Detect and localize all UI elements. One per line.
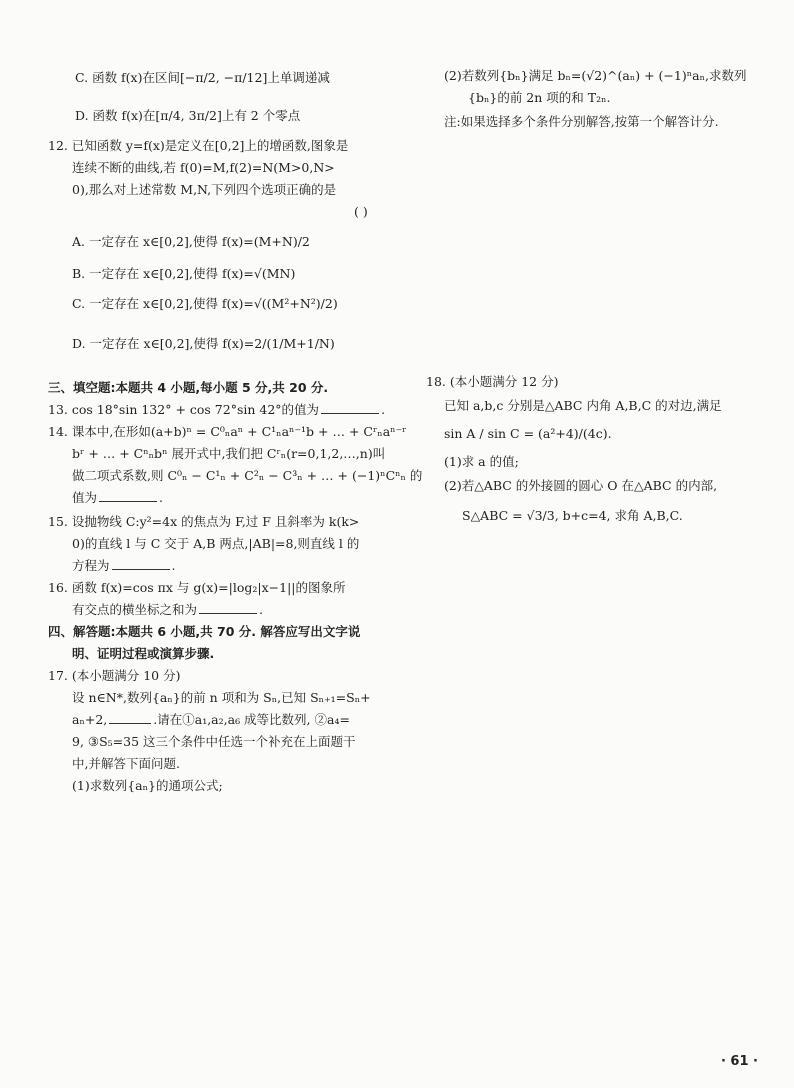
- q13-text: 13. cos 18°sin 132° + cos 72°sin 42°的值为: [48, 402, 320, 417]
- q18-part1: (1)求 a 的值;: [444, 454, 519, 469]
- q12-option-c: C. 一定存在 x∈[0,2],使得 f(x)=√((M²+N²)/2): [72, 296, 338, 311]
- q12-line2: 连续不断的曲线,若 f(0)=M,f(2)=N(M>0,N>: [72, 160, 335, 175]
- q18-line1: 已知 a,b,c 分别是△ABC 内角 A,B,C 的对边,满足: [444, 398, 722, 413]
- q12-line1: 12. 已知函数 y=f(x)是定义在[0,2]上的增函数,图象是: [48, 138, 349, 153]
- section-3-heading: 三、填空题:本题共 4 小题,每小题 5 分,共 20 分.: [48, 380, 329, 395]
- q14-line1: 14. 课本中,在形如(a+b)ⁿ = C⁰ₙaⁿ + C¹ₙaⁿ⁻¹b + … + Cʳₙaⁿ⁻ʳ: [48, 424, 407, 439]
- q15-blank: [112, 557, 170, 570]
- q13-blank: [321, 401, 379, 414]
- q16-text: 有交点的横坐标之和为: [72, 602, 198, 617]
- q15-line1: 15. 设抛物线 C:y²=4x 的焦点为 F,过 F 且斜率为 k(k>: [48, 514, 360, 529]
- q17-line2: [72, 710, 350, 729]
- q14-text: 值为: [72, 490, 98, 505]
- q14-line3: 做二项式系数,则 C⁰ₙ − C¹ₙ + C²ₙ − C³ₙ + … + (−1)ⁿCⁿₙ 的: [72, 468, 423, 483]
- q13: 13. cos 18°sin 132° + cos 72°sin 42°的值为 .: [48, 402, 386, 417]
- section-4-heading-line2: 明、证明过程或演算步骤.: [72, 646, 215, 661]
- section-4-heading-line1: 四、解答题:本题共 6 小题,共 70 分. 解答应写出文字说: [48, 624, 361, 639]
- option-d-prev: D. 函数 f(x)在[π/4, 3π/2]上有 2 个零点: [75, 108, 301, 123]
- q12-option-a: A. 一定存在 x∈[0,2],使得 f(x)=(M+N)/2: [72, 234, 310, 249]
- option-c-prev: C. 函数 f(x)在区间[−π/2, −π/12]上单调递减: [75, 70, 330, 85]
- q16-blank: [199, 601, 257, 614]
- q17-part2-line2: {bₙ}的前 2n 项的和 T₂ₙ.: [468, 90, 611, 105]
- page-number: · 61 ·: [720, 1054, 758, 1069]
- q15-text: 方程为: [72, 558, 110, 573]
- q14-line2: bʳ + … + Cⁿₙbⁿ 展开式中,我们把 Cʳₙ(r=0,1,2,…,n)叫: [72, 446, 386, 461]
- q12-line3: 0),那么对上述常数 M,N,下列四个选项正确的是: [72, 182, 337, 197]
- q18-heading: 18. (本小题满分 12 分): [426, 374, 559, 389]
- q17-heading: 17. (本小题满分 10 分): [48, 668, 181, 683]
- q17-blank: [109, 711, 151, 724]
- q12-answer-paren: ( ): [354, 204, 368, 219]
- q17-line2-end: .请在①a₁,a₂,a₆ 成等比数列, ②a₄=: [153, 712, 350, 727]
- q18-line2: sin A / sin C = (a²+4)/(4c).: [444, 426, 612, 441]
- q16-line1: 16. 函数 f(x)=cos πx 与 g(x)=|log₂|x−1||的图象所: [48, 580, 346, 595]
- q17-note: 注:如果选择多个条件分别解答,按第一个解答计分.: [444, 114, 719, 129]
- q17-part2-line1: (2)若数列{bₙ}满足 bₙ=(√2)^(aₙ) + (−1)ⁿaₙ,求数列: [444, 68, 747, 83]
- q15-line3: 方程为 .: [72, 558, 176, 573]
- q16-line2: 有交点的横坐标之和为 .: [72, 602, 263, 617]
- q12-option-d: D. 一定存在 x∈[0,2],使得 f(x)=2/(1/M+1/N): [72, 336, 335, 351]
- q18-part2-line2: S△ABC = √3/3, b+c=4, 求角 A,B,C.: [462, 508, 683, 523]
- q14-blank: [99, 489, 157, 502]
- q17-line3: 9, ③S₅=35 这三个条件中任选一个补充在上面题干: [72, 734, 356, 749]
- q12-option-b: B. 一定存在 x∈[0,2],使得 f(x)=√(MN): [72, 266, 296, 281]
- q14-line4: 值为 .: [72, 490, 163, 505]
- q17-line4: 中,并解答下面问题.: [72, 756, 180, 771]
- q17-line2-start: aₙ+2,: [72, 712, 108, 727]
- q17-line1: 设 n∈N*,数列{aₙ}的前 n 项和为 Sₙ,已知 Sₙ₊₁=Sₙ+: [72, 690, 371, 705]
- q15-line2: 0)的直线 l 与 C 交于 A,B 两点,|AB|=8,则直线 l 的: [72, 536, 360, 551]
- q18-part2-line1: (2)若△ABC 的外接圆的圆心 O 在△ABC 的内部,: [444, 478, 718, 493]
- q17-part1: (1)求数列{aₙ}的通项公式;: [72, 778, 223, 793]
